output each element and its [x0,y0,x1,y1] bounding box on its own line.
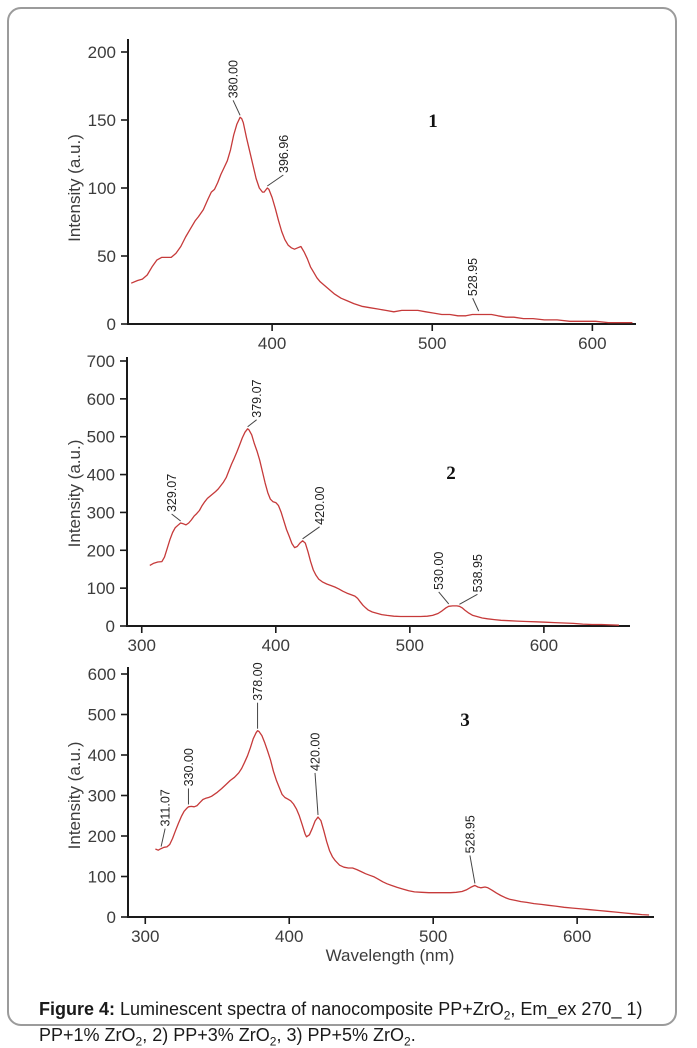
y-tick-label: 700 [86,352,115,371]
peak-leader-line [315,773,318,815]
y-tick-label: 100 [87,867,116,887]
x-tick-label: 400 [261,636,290,655]
peak-label: 528.95 [466,257,481,297]
peak-label: 530.00 [432,551,447,590]
peak-label: 380.00 [226,60,241,99]
caption-text: Luminescent spectra of nanocomposite PP+ZrO [115,999,504,1019]
y-tick-label: 200 [87,43,116,62]
caption-text: Figure 4: [39,999,116,1019]
peak-leader-line [470,855,475,883]
x-tick-label: 300 [131,927,160,946]
x-tick-label: 500 [395,636,425,655]
spectrum-chart-2 [9,354,697,654]
peak-label: 378.00 [251,662,266,701]
y-tick-label: 50 [97,247,116,266]
chart-index-label: 3 [460,710,470,731]
y-tick-label: 400 [87,746,116,765]
peak-leader-line [459,594,477,604]
caption-subscript: 2 [503,1008,511,1023]
chart-index-label: 1 [428,111,438,132]
caption-text: . [410,1024,416,1045]
y-axis-title: Intensity (a.u.) [65,134,84,242]
y-tick-label: 100 [87,179,116,198]
y-tick-label: 0 [106,315,116,334]
peak-label: 396.96 [276,134,291,173]
peak-leader-line [439,592,449,604]
y-tick-label: 200 [87,827,116,846]
caption-text: , Em_ex 270_ 1) PP+1% ZrO [39,999,643,1045]
x-tick-label: 400 [275,927,304,946]
peak-leader-line [267,175,283,186]
peak-leader-line [248,420,257,427]
figure-caption [39,997,667,1048]
x-tick-label: 600 [562,927,592,946]
x-tick-label: 500 [418,334,447,353]
y-tick-label: 150 [87,111,116,130]
spectrum-curve-1 [131,117,632,322]
x-tick-label: 600 [529,636,559,655]
caption-subscript: 2 [269,1034,277,1048]
y-tick-label: 300 [87,786,116,806]
y-tick-label: 500 [86,427,115,447]
peak-leader-line [161,829,165,847]
x-tick-label: 600 [578,334,607,353]
chart-index-label: 2 [446,463,456,484]
spectrum-chart-1 [9,9,697,354]
peak-leader-line [473,298,479,311]
spectrum-curve-3 [155,731,649,915]
peak-label: 329.07 [165,473,180,513]
peak-leader-line [172,514,181,521]
x-tick-label: 500 [418,927,448,946]
peak-label: 311.07 [158,789,173,827]
peak-label: 538.95 [470,554,485,593]
peak-label: 420.00 [313,486,328,525]
x-tick-label: 300 [127,636,156,655]
peak-label: 528.95 [463,815,478,854]
caption-subscript: 2 [404,1034,411,1048]
x-axis-title: Wavelength (nm) [325,946,455,965]
spectrum-chart-3 [9,649,697,969]
y-tick-label: 400 [86,465,115,485]
peak-leader-line [303,527,320,539]
y-tick-label: 600 [86,389,115,409]
caption-text: , 3) PP+5% ZrO [276,1024,404,1045]
caption-text: , 2) PP+3% ZrO [142,1024,270,1045]
peak-leader-line [233,100,240,115]
y-tick-label: 0 [106,908,116,927]
spectrum-curve-2 [150,429,619,625]
x-tick-label: 400 [257,334,287,353]
peak-label: 330.00 [181,748,196,787]
y-tick-label: 600 [87,665,116,684]
figure-card [7,7,677,1048]
peak-label: 420.00 [308,732,323,771]
y-axis-title: Intensity (a.u.) [65,439,84,548]
y-tick-label: 500 [87,705,116,725]
y-tick-label: 100 [86,579,115,599]
y-tick-label: 0 [105,617,115,636]
peak-label: 379.07 [250,379,265,418]
y-tick-label: 300 [86,503,115,523]
y-axis-title: Intensity (a.u.) [65,741,84,850]
caption-subscript: 2 [135,1034,143,1048]
y-tick-label: 200 [86,541,115,561]
